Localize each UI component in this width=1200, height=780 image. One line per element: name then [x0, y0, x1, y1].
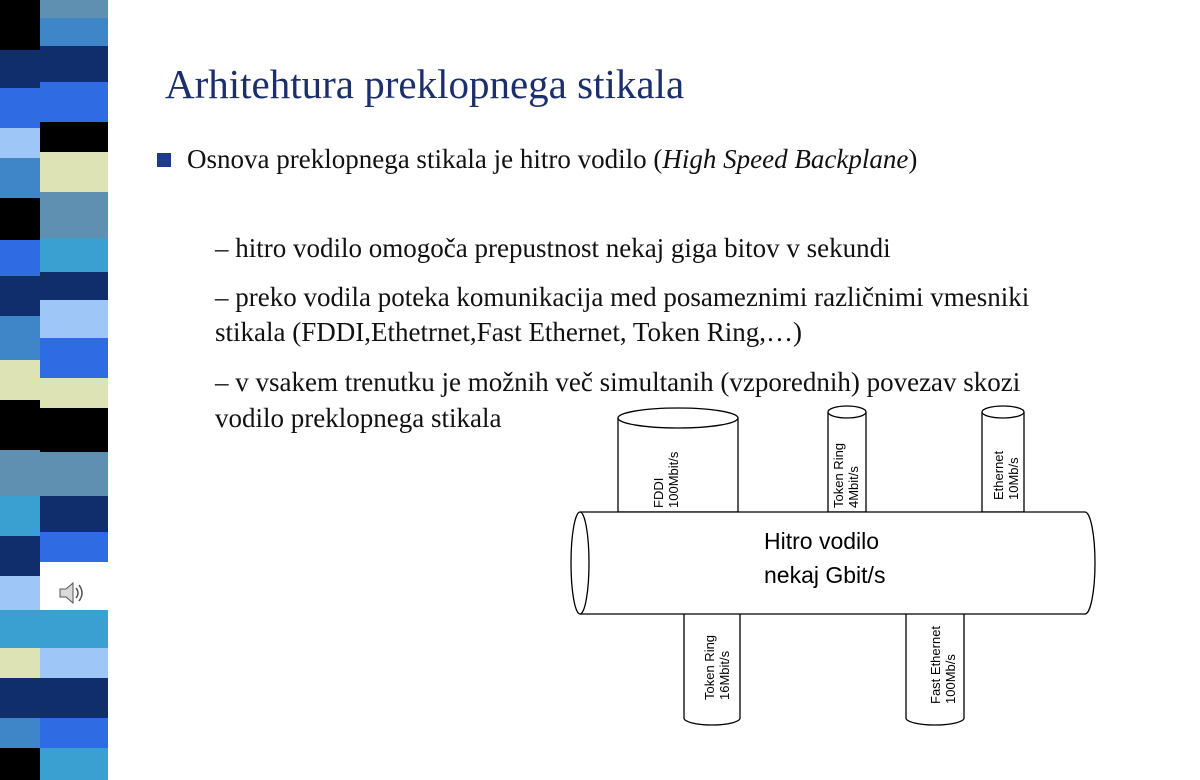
token-ring-4-interface — [828, 406, 866, 512]
ethernet-speed: 10Mb/s — [1006, 457, 1021, 500]
speaker-icon[interactable] — [56, 578, 86, 608]
slide-title: Arhitehtura preklopnega stikala — [165, 61, 685, 107]
fast-ethernet-label: Fast Ethernet — [928, 625, 943, 704]
sub-item-2-cont: stikala (FDDI,Ethetrnet,Fast Ethernet, Token Ring,…) — [215, 317, 802, 347]
bus-label: Hitro vodilo — [764, 528, 880, 554]
token-ring-16-interface — [684, 614, 740, 725]
bullet-text-italic: High Speed Backplane — [662, 144, 909, 174]
token-ring-4-label: Token Ring — [831, 442, 846, 508]
bullet-text-end: ) — [908, 144, 918, 174]
bus-speed: nekaj Gbit/s — [764, 562, 886, 588]
sub-item-2: – preko vodila poteka komunikacija med posameznimi različnimi vmesniki — [215, 282, 1030, 312]
bullet-square — [157, 153, 171, 167]
bullet-text-main: Osnova preklopnega stikala je hitro vodilo ( — [187, 144, 663, 174]
ethernet-interface — [982, 406, 1024, 512]
bullet-text — [187, 143, 917, 175]
fddi-interface — [618, 408, 738, 512]
fddi-speed: 100Mbit/s — [666, 451, 681, 508]
backplane-bus — [571, 512, 1095, 614]
fast-ethernet-speed: 100Mb/s — [943, 654, 958, 704]
left-stripe-bar — [0, 0, 108, 780]
fddi-label: FDDI — [651, 477, 666, 508]
ethernet-label: Ethernet — [991, 450, 1006, 500]
sub-item-1: – hitro vodilo omogoča prepustnost nekaj giga bitov v sekundi — [215, 233, 891, 263]
token-ring-16-label: Token Ring — [702, 634, 717, 700]
sub-item-3-cont: vodilo preklopnega stikala — [215, 403, 502, 433]
backplane-diagram — [560, 400, 1120, 740]
token-ring-4-speed: 4Mbit/s — [846, 466, 861, 508]
token-ring-16-speed: 16Mbit/s — [717, 650, 732, 700]
sub-item-3: – v vsakem trenutku je možnih več simultanih (vzporednih) povezav skozi — [215, 367, 1021, 397]
fast-ethernet-interface — [906, 614, 964, 725]
